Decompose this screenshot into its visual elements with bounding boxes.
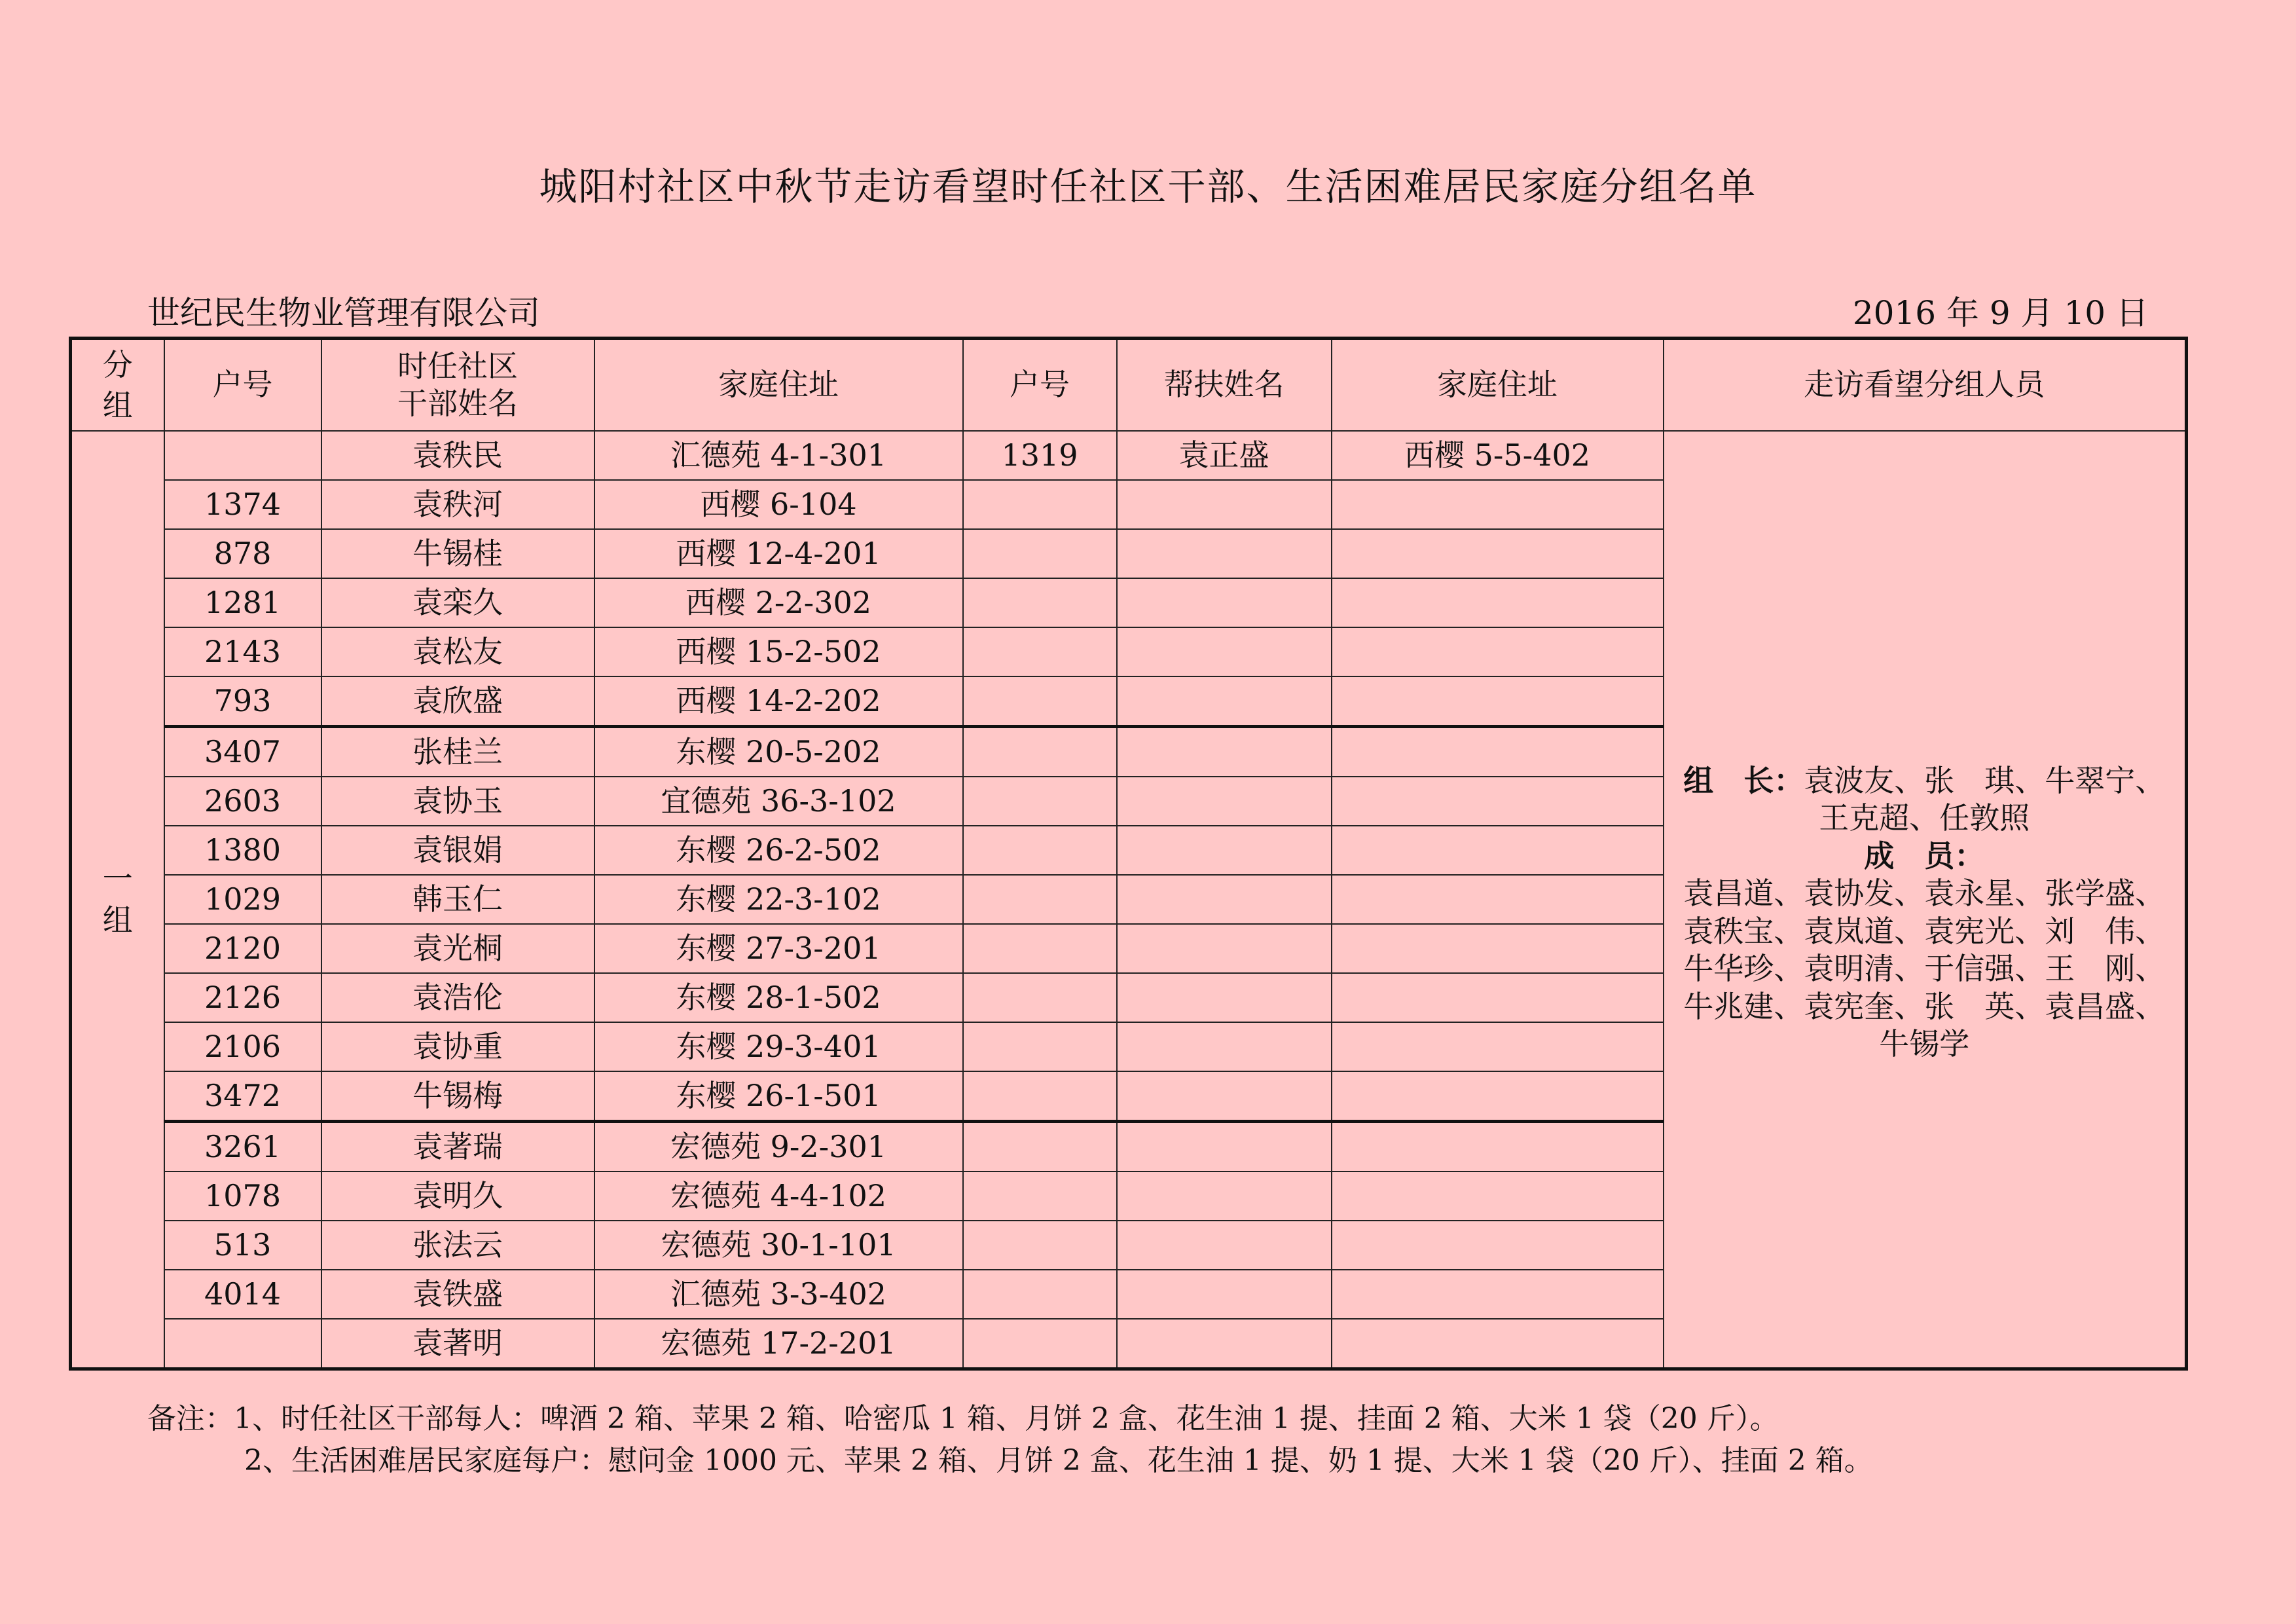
address-cell: 西樱 6-104 xyxy=(594,480,963,529)
household-no-2-cell xyxy=(963,1071,1117,1122)
aid-name-cell xyxy=(1117,1122,1332,1172)
header-cadre-name-line2: 干部姓名 xyxy=(397,386,518,421)
address-cell: 西樱 2-2-302 xyxy=(594,578,963,627)
household-no-2-cell xyxy=(963,1122,1117,1172)
household-no-cell: 793 xyxy=(164,676,321,727)
address-2-cell xyxy=(1332,727,1664,777)
note-1: 备注：1、时任社区干部每人：啤酒 2 箱、苹果 2 箱、哈密瓜 1 箱、月饼 2 盒、花生油 1 提、挂面 2 箱、大米 1 袋（20 斤）。 xyxy=(147,1402,1779,1435)
cadre-name-cell: 韩玉仁 xyxy=(321,875,594,924)
household-no-cell xyxy=(164,1319,321,1369)
address-cell: 西樱 15-2-502 xyxy=(594,627,963,676)
household-no-2-cell: 1319 xyxy=(963,431,1117,480)
member-line: 牛锡学 xyxy=(1879,1026,1970,1061)
household-no-cell: 3261 xyxy=(164,1122,321,1172)
header-household-no: 户号 xyxy=(164,339,321,432)
household-no-2-cell xyxy=(963,1221,1117,1270)
aid-name-cell xyxy=(1117,875,1332,924)
cadre-name-cell: 张桂兰 xyxy=(321,727,594,777)
household-no-cell: 1281 xyxy=(164,578,321,627)
address-2-cell: 西樱 5-5-402 xyxy=(1332,431,1664,480)
member-label: 成 员： xyxy=(1864,838,1985,874)
household-no-2-cell xyxy=(963,924,1117,973)
household-no-2-cell xyxy=(963,727,1117,777)
household-no-2-cell xyxy=(963,1022,1117,1071)
address-cell: 东樱 27-3-201 xyxy=(594,924,963,973)
household-no-cell: 1374 xyxy=(164,480,321,529)
address-2-cell xyxy=(1332,627,1664,676)
table-row xyxy=(71,431,2187,480)
member-line: 牛华珍、袁明清、于信强、王 刚、 xyxy=(1683,951,2166,986)
household-no-cell: 513 xyxy=(164,1221,321,1270)
household-no-2-cell xyxy=(963,875,1117,924)
cadre-name-cell: 袁著瑞 xyxy=(321,1122,594,1172)
leader-names-2: 王克超、任敦照 xyxy=(1819,800,2030,836)
aid-name-cell xyxy=(1117,529,1332,578)
household-no-cell: 1029 xyxy=(164,875,321,924)
member-line: 牛兆建、袁宪奎、张 英、袁昌盛、 xyxy=(1683,988,2166,1024)
company-name: 世纪民生物业管理有限公司 xyxy=(147,294,540,332)
household-no-2-cell xyxy=(963,627,1117,676)
address-cell: 东樱 22-3-102 xyxy=(594,875,963,924)
aid-name-cell xyxy=(1117,627,1332,676)
group-cell xyxy=(71,431,164,1369)
cadre-name-cell: 袁银娟 xyxy=(321,826,594,875)
address-2-cell xyxy=(1332,1172,1664,1221)
address-2-cell xyxy=(1332,1122,1664,1172)
address-cell: 汇德苑 3-3-402 xyxy=(594,1270,963,1319)
header-aid-name: 帮扶姓名 xyxy=(1117,339,1332,432)
cadre-name-cell: 牛锡梅 xyxy=(321,1071,594,1122)
address-cell: 东樱 29-3-401 xyxy=(594,1022,963,1071)
household-no-cell: 3472 xyxy=(164,1071,321,1122)
cadre-name-cell: 袁铁盛 xyxy=(321,1270,594,1319)
cadre-name-cell: 袁秩民 xyxy=(321,431,594,480)
address-2-cell xyxy=(1332,1022,1664,1071)
address-2-cell xyxy=(1332,676,1664,727)
document-title: 城阳村社区中秋节走访看望时任社区干部、生活困难居民家庭分组名单 xyxy=(539,164,1757,209)
address-2-cell xyxy=(1332,777,1664,826)
header-group: 分组 xyxy=(71,339,164,432)
address-cell: 东樱 28-1-502 xyxy=(594,973,963,1022)
cadre-name-cell: 袁秩河 xyxy=(321,480,594,529)
header-address: 家庭住址 xyxy=(594,339,963,432)
address-cell: 西樱 14-2-202 xyxy=(594,676,963,727)
address-cell: 宜德苑 36-3-102 xyxy=(594,777,963,826)
address-2-cell xyxy=(1332,1221,1664,1270)
aid-name-cell xyxy=(1117,777,1332,826)
household-no-2-cell xyxy=(963,1172,1117,1221)
address-cell: 宏德苑 30-1-101 xyxy=(594,1221,963,1270)
address-cell: 东樱 26-1-501 xyxy=(594,1071,963,1122)
aid-name-cell xyxy=(1117,1172,1332,1221)
household-no-cell: 2126 xyxy=(164,973,321,1022)
household-no-cell: 2106 xyxy=(164,1022,321,1071)
household-no-cell: 1078 xyxy=(164,1172,321,1221)
address-2-cell xyxy=(1332,1319,1664,1369)
header-household-no-2: 户号 xyxy=(963,339,1117,432)
address-cell: 西樱 12-4-201 xyxy=(594,529,963,578)
household-no-2-cell xyxy=(963,1319,1117,1369)
address-cell: 宏德苑 4-4-102 xyxy=(594,1172,963,1221)
notes xyxy=(147,1398,1873,1482)
document-date: 2016 年 9 月 10 日 xyxy=(1852,294,2149,332)
household-no-cell: 2143 xyxy=(164,627,321,676)
aid-name-cell xyxy=(1117,826,1332,875)
aid-name-cell xyxy=(1117,578,1332,627)
address-2-cell xyxy=(1332,924,1664,973)
leader-names-1: 袁波友、张 琪、牛翠宁、 xyxy=(1804,762,2166,798)
household-no-2-cell xyxy=(963,578,1117,627)
household-no-2-cell xyxy=(963,480,1117,529)
aid-name-cell xyxy=(1117,973,1332,1022)
member-line: 袁昌道、袁协发、袁永星、张学盛、 xyxy=(1683,876,2166,911)
cadre-name-cell: 牛锡桂 xyxy=(321,529,594,578)
address-2-cell xyxy=(1332,529,1664,578)
header-address-2: 家庭住址 xyxy=(1332,339,1664,432)
household-no-cell: 1380 xyxy=(164,826,321,875)
leader-label: 组 长： xyxy=(1683,762,1804,798)
household-no-cell: 878 xyxy=(164,529,321,578)
table-header-row xyxy=(71,339,2187,432)
household-no-cell: 4014 xyxy=(164,1270,321,1319)
group-list-table xyxy=(69,337,2188,1371)
cadre-name-cell: 袁光桐 xyxy=(321,924,594,973)
leader-line xyxy=(1664,762,2185,800)
aid-name-cell xyxy=(1117,676,1332,727)
household-no-cell xyxy=(164,431,321,480)
cadre-name-cell: 袁协重 xyxy=(321,1022,594,1071)
cadre-name-cell: 袁浩伦 xyxy=(321,973,594,1022)
aid-name-cell xyxy=(1117,1270,1332,1319)
address-2-cell xyxy=(1332,1071,1664,1122)
aid-name-cell xyxy=(1117,480,1332,529)
aid-name-cell xyxy=(1117,1319,1332,1369)
cadre-name-cell: 袁欣盛 xyxy=(321,676,594,727)
address-cell: 宏德苑 17-2-201 xyxy=(594,1319,963,1369)
note-2: 2、生活困难居民家庭每户：慰问金 1000 元、苹果 2 箱、月饼 2 盒、花生油 1 提、奶 1 提、大米 1 袋（20 斤）、挂面 2 箱。 xyxy=(244,1444,1873,1477)
household-no-2-cell xyxy=(963,826,1117,875)
aid-name-cell xyxy=(1117,1071,1332,1122)
household-no-2-cell xyxy=(963,676,1117,727)
header-visit-members: 走访看望分组人员 xyxy=(1664,339,2187,432)
household-no-2-cell xyxy=(963,529,1117,578)
cadre-name-cell: 张法云 xyxy=(321,1221,594,1270)
address-cell: 东樱 26-2-502 xyxy=(594,826,963,875)
cadre-name-cell: 袁松友 xyxy=(321,627,594,676)
household-no-2-cell xyxy=(963,973,1117,1022)
household-no-2-cell xyxy=(963,777,1117,826)
group-label: 一组 xyxy=(102,861,133,938)
address-2-cell xyxy=(1332,480,1664,529)
header-cadre-name xyxy=(321,339,594,432)
cadre-name-cell: 袁栾久 xyxy=(321,578,594,627)
address-2-cell xyxy=(1332,875,1664,924)
aid-name-cell: 袁正盛 xyxy=(1117,431,1332,480)
header-cadre-name-line1: 时任社区 xyxy=(397,348,518,384)
address-cell: 宏德苑 9-2-301 xyxy=(594,1122,963,1172)
visit-members-cell xyxy=(1664,431,2187,1369)
address-2-cell xyxy=(1332,826,1664,875)
cadre-name-cell: 袁明久 xyxy=(321,1172,594,1221)
address-2-cell xyxy=(1332,973,1664,1022)
cadre-name-cell: 袁著明 xyxy=(321,1319,594,1369)
aid-name-cell xyxy=(1117,1022,1332,1071)
household-no-cell: 2603 xyxy=(164,777,321,826)
household-no-2-cell xyxy=(963,1270,1117,1319)
household-no-cell: 2120 xyxy=(164,924,321,973)
table-body xyxy=(71,431,2187,1369)
address-2-cell xyxy=(1332,1270,1664,1319)
address-cell: 汇德苑 4-1-301 xyxy=(594,431,963,480)
aid-name-cell xyxy=(1117,727,1332,777)
aid-name-cell xyxy=(1117,1221,1332,1270)
aid-name-cell xyxy=(1117,924,1332,973)
member-line: 袁秩宝、袁岚道、袁宪光、刘 伟、 xyxy=(1683,913,2166,949)
address-cell: 东樱 20-5-202 xyxy=(594,727,963,777)
household-no-cell: 3407 xyxy=(164,727,321,777)
cadre-name-cell: 袁协玉 xyxy=(321,777,594,826)
address-2-cell xyxy=(1332,578,1664,627)
